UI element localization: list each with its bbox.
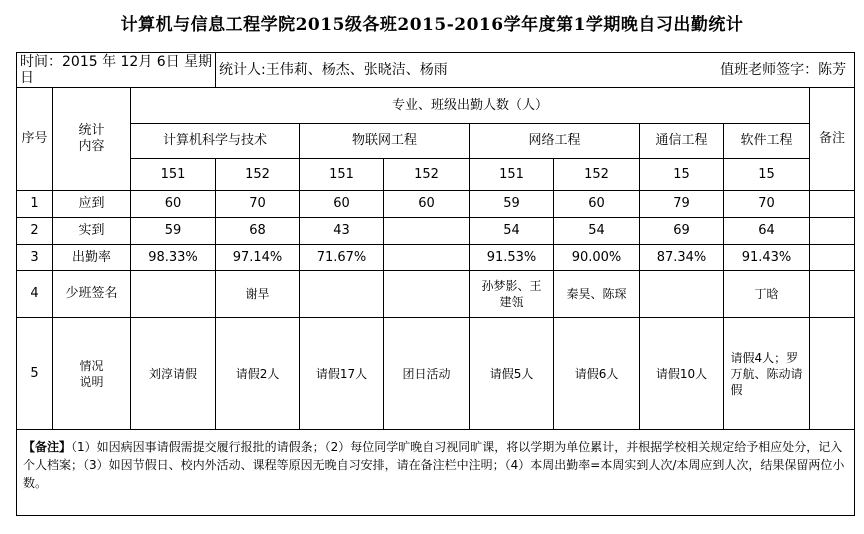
table-cell: 60 xyxy=(554,191,640,218)
table-cell: 70 xyxy=(724,191,810,218)
group-header: 专业、班级出勤人数（人） xyxy=(131,88,810,124)
note-row xyxy=(17,430,855,516)
table-cell xyxy=(384,271,470,318)
table-cell: 59 xyxy=(131,218,216,245)
table-cell: 请假10人 xyxy=(640,318,724,430)
table-cell: 64 xyxy=(724,218,810,245)
table-cell: 请假5人 xyxy=(470,318,554,430)
page-title: 计算机与信息工程学院2015级各班2015-2016学年度第1学期晚自习出勤统计 xyxy=(120,15,744,35)
remarks-cell xyxy=(810,218,855,245)
seq-header: 序号 xyxy=(17,88,53,191)
row-label xyxy=(53,318,131,430)
major-header: 网络工程 xyxy=(470,124,640,159)
table-cell: 69 xyxy=(640,218,724,245)
table-cell xyxy=(384,218,470,245)
class-header: 152 xyxy=(216,159,300,191)
header-row-majors xyxy=(17,124,855,159)
table-cell xyxy=(554,271,640,318)
table-cell: 刘淳请假 xyxy=(131,318,216,430)
table-cell: 91.53% xyxy=(470,245,554,271)
table-cell: 丁晗 xyxy=(724,271,810,318)
major-header: 通信工程 xyxy=(640,124,724,159)
row-label: 少班签名 xyxy=(53,271,131,318)
table-cell: 79 xyxy=(640,191,724,218)
table-cell: 71.67% xyxy=(300,245,384,271)
remarks-cell xyxy=(810,271,855,318)
table-cell: 43 xyxy=(300,218,384,245)
table-cell xyxy=(300,271,384,318)
class-header: 15 xyxy=(640,159,724,191)
row-number: 1 xyxy=(17,191,53,218)
content-header-text: 统计内容 xyxy=(78,123,105,154)
header-row-group xyxy=(17,88,855,124)
table-cell: 请假17人 xyxy=(300,318,384,430)
table-cell: 54 xyxy=(554,218,640,245)
note-label: 【备注】 xyxy=(23,440,72,454)
info-right-cell xyxy=(216,53,855,88)
row-label: 实到 xyxy=(53,218,131,245)
table-cell: 90.00% xyxy=(554,245,640,271)
counters-text: 统计人:王伟莉、杨杰、张晓洁、杨雨 xyxy=(219,62,448,78)
table-cell: 团日活动 xyxy=(384,318,470,430)
table-row xyxy=(17,271,855,318)
table-cell: 60 xyxy=(131,191,216,218)
class-header: 151 xyxy=(300,159,384,191)
table-row xyxy=(17,245,855,271)
table-cell: 谢旱 xyxy=(216,271,300,318)
table-cell: 98.33% xyxy=(131,245,216,271)
row-number: 4 xyxy=(17,271,53,318)
table-cell: 60 xyxy=(300,191,384,218)
table-cell xyxy=(724,318,810,430)
remarks-cell xyxy=(810,245,855,271)
table-cell: 请假6人 xyxy=(554,318,640,430)
table-cell: 87.34% xyxy=(640,245,724,271)
table-cell: 68 xyxy=(216,218,300,245)
major-header: 物联网工程 xyxy=(300,124,470,159)
row-number: 3 xyxy=(17,245,53,271)
note-cell xyxy=(17,430,855,516)
remarks-header: 备注 xyxy=(810,88,855,191)
table-cell: 请假2人 xyxy=(216,318,300,430)
table-cell xyxy=(131,271,216,318)
table-cell: 54 xyxy=(470,218,554,245)
info-row xyxy=(17,53,855,88)
signature-text: 秦昊、陈琛 xyxy=(566,287,627,301)
table-row xyxy=(17,191,855,218)
remarks-cell xyxy=(810,318,855,430)
class-header: 15 xyxy=(724,159,810,191)
table-row xyxy=(17,318,855,430)
table-cell: 91.43% xyxy=(724,245,810,271)
table-cell: 70 xyxy=(216,191,300,218)
content-header xyxy=(53,88,131,191)
attendance-table xyxy=(16,52,855,516)
class-header: 152 xyxy=(554,159,640,191)
table-cell xyxy=(640,271,724,318)
class-header: 151 xyxy=(470,159,554,191)
row-label-text: 情况说明 xyxy=(79,358,104,389)
table-row xyxy=(17,218,855,245)
note-text: （1）如因病因事请假需提交履行报批的请假条；（2）每位同学旷晚自习视同旷课，将以学期为单位累计，并根据学校相关规定给予相应处分，记入个人档案；（3）如因节假日、校内外活动、课程等原因无晚自习安排，请在备注栏中注明；（4）本周出勤率=本周实到人次/本周应到人次，结果保留两位小数。 xyxy=(23,440,845,490)
table-cell: 60 xyxy=(384,191,470,218)
teacher-signature-text: 值班老师签字：陈芳 xyxy=(720,62,847,78)
table-cell: 97.14% xyxy=(216,245,300,271)
row-label: 应到 xyxy=(53,191,131,218)
class-header: 151 xyxy=(131,159,216,191)
row-number: 2 xyxy=(17,218,53,245)
row-label: 出勤率 xyxy=(53,245,131,271)
situation-text: 请假4人；罗万航、陈动请假 xyxy=(730,350,803,397)
date-cell: 时间：2015 年 12月 6日 星期日 xyxy=(17,53,216,88)
remarks-cell xyxy=(810,191,855,218)
table-cell xyxy=(384,245,470,271)
table-cell xyxy=(470,271,554,318)
header-row-classes xyxy=(17,159,855,191)
class-header: 152 xyxy=(384,159,470,191)
major-header: 软件工程 xyxy=(724,124,810,159)
row-number: 5 xyxy=(17,318,53,430)
table-cell: 59 xyxy=(470,191,554,218)
signature-text: 孙梦影、王建瓴 xyxy=(481,279,542,309)
major-header: 计算机科学与技术 xyxy=(131,124,300,159)
